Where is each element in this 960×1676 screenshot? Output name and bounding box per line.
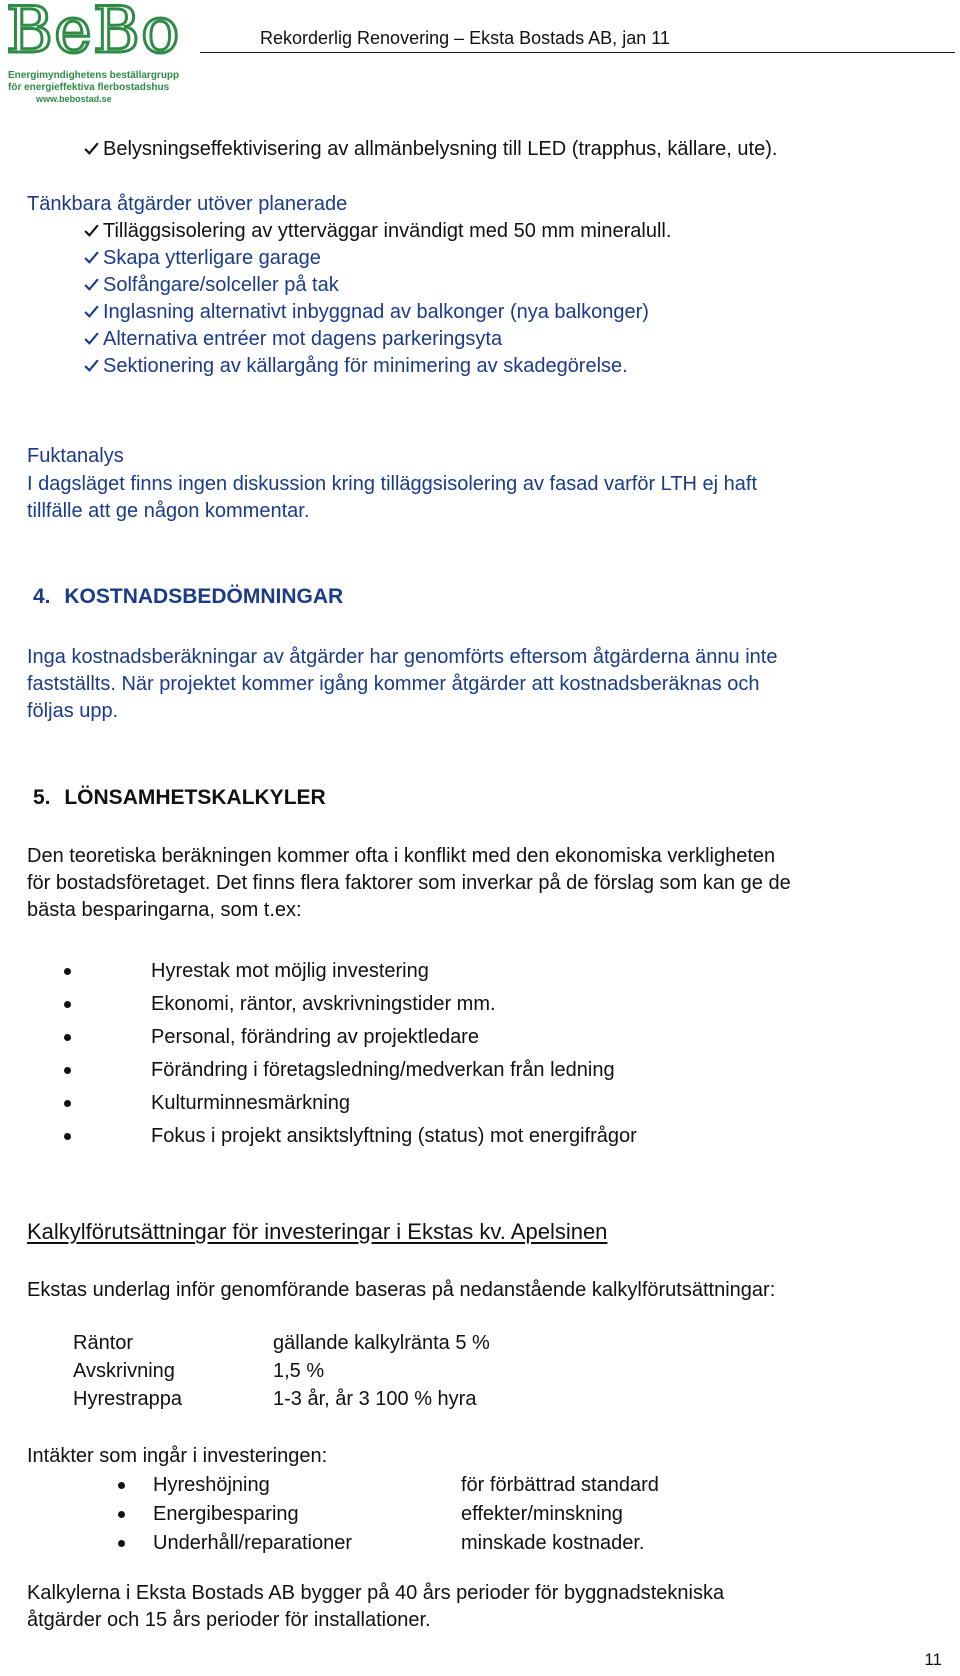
section-5-heading <box>33 786 326 810</box>
bullet-icon <box>64 1001 71 1008</box>
bullet-icon <box>64 968 71 975</box>
paragraph-line: tillfälle att ge någon kommentar. <box>27 500 310 522</box>
param-row: Hyrestrappa 1-3 år, år 3 100 % hyra <box>73 1388 477 1410</box>
section-4-body <box>27 644 777 725</box>
paragraph-line: för bostadsföretaget. Det finns flera faktorer som inverkar på de förslag som kan ge de <box>27 872 791 894</box>
paragraph-line: fastställts. När projektet kommer igång kommer åtgärder att kostnadsberäknas och <box>27 673 760 695</box>
header-title: Rekorderlig Renovering – Eksta Bostads AB, jan 11 <box>260 28 670 48</box>
kalkyl-intro: Ekstas underlag inför genomförande baseras på nedanstående kalkylförutsättningar: <box>27 1279 776 1301</box>
paragraph-line: Den teoretiska beräkningen kommer ofta i konflikt med den ekonomiska verkligheten <box>27 845 776 867</box>
checkmark-icon <box>83 303 100 320</box>
param-row: Avskrivning 1,5 % <box>73 1360 325 1382</box>
section-title: LÖNSAMHETSKALKYLER <box>64 786 326 809</box>
paragraph-line: Inga kostnadsberäkningar av åtgärder har genomförts eftersom åtgärderna ännu inte <box>27 646 778 668</box>
list-item: Fokus i projekt ansiktslyftning (status) mot energifrågor <box>64 1120 637 1153</box>
income-heading: Intäkter som ingår i investeringen: <box>27 1445 328 1467</box>
bullet-icon <box>64 1067 71 1074</box>
income-list <box>118 1471 659 1558</box>
paragraph-line: I dagsläget finns ingen diskussion kring tilläggsisolering av fasad varför LTH ej haft <box>27 473 758 495</box>
bullet-icon <box>118 1540 125 1547</box>
checkmark-icon <box>83 357 100 374</box>
kalkyl-params <box>73 1330 490 1414</box>
param-row: Räntor gällande kalkylränta 5 % <box>73 1332 490 1354</box>
paragraph-line: följas upp. <box>27 700 119 722</box>
kalkyl-heading: Kalkylförutsättningar för investeringar i Ekstas kv. Apelsinen <box>27 1219 608 1244</box>
bullet-icon <box>64 1100 71 1107</box>
logo-tagline-1: Energimyndighetens beställargrupp <box>8 70 180 81</box>
list-item: Skapa ytterligare garage <box>83 245 671 272</box>
checkmark-icon <box>83 140 100 157</box>
section-number: 5. <box>33 786 51 809</box>
checkmark-icon <box>83 330 100 347</box>
bullet-icon <box>118 1511 125 1518</box>
page-number: 11 <box>924 1650 942 1669</box>
list-item: Hyreshöjning för förbättrad standard <box>118 1471 659 1500</box>
section-5-body <box>27 843 791 924</box>
logo-word: BeBo <box>6 0 181 68</box>
logo-url: www.bebostad.se <box>36 94 112 104</box>
list-item: Kulturminnesmärkning <box>64 1087 637 1120</box>
list-item: Förändring i företagsledning/medverkan från ledning <box>64 1054 637 1087</box>
list-item: Sektionering av källargång för minimering av skadegörelse. <box>83 353 671 380</box>
bullet-icon <box>64 1034 71 1041</box>
planned-item: Belysningseffektivisering av allmänbelysning till LED (trapphus, källare, ute). <box>83 136 777 163</box>
list-item: Solfångare/solceller på tak <box>83 272 671 299</box>
possible-heading: Tänkbara åtgärder utöver planerade <box>27 193 348 215</box>
logo-tagline-2: för energieffektiva flerbostadshus <box>8 82 170 93</box>
list-item: Energibesparing effekter/minskning <box>118 1500 659 1529</box>
bebo-logo <box>6 0 196 106</box>
paragraph-line: åtgärder och 15 års perioder för installationer. <box>27 1609 431 1631</box>
section-number: 4. <box>33 585 51 608</box>
list-item: Personal, förändring av projektledare <box>64 1021 637 1054</box>
paragraph-line: Kalkylerna i Eksta Bostads AB bygger på 40 års perioder för byggnadstekniska <box>27 1582 725 1604</box>
list-item: Inglasning alternativt inbyggnad av balkonger (nya balkonger) <box>83 299 671 326</box>
list-item: Hyrestak mot möjlig investering <box>64 955 637 988</box>
section-4-heading <box>33 585 343 609</box>
checkmark-icon <box>83 276 100 293</box>
section-5-bullets <box>64 955 637 1153</box>
fuktanalys-body <box>27 471 757 525</box>
list-item: Ekonomi, räntor, avskrivningstider mm. <box>64 988 637 1021</box>
kalkyl-closing <box>27 1580 724 1634</box>
list-item: Tilläggsisolering av ytterväggar invändigt med 50 mm mineralull. <box>83 218 671 245</box>
checkmark-icon <box>83 222 100 239</box>
bullet-icon <box>118 1482 125 1489</box>
fuktanalys-heading: Fuktanalys <box>27 445 124 467</box>
header <box>0 0 960 110</box>
list-item: Alternativa entréer mot dagens parkeringsyta <box>83 326 671 353</box>
header-rule <box>200 52 955 53</box>
list-item: Underhåll/reparationer minskade kostnader. <box>118 1529 659 1558</box>
bullet-icon <box>64 1133 71 1140</box>
possible-list <box>83 218 671 380</box>
checkmark-icon <box>83 249 100 266</box>
paragraph-line: bästa besparingarna, som t.ex: <box>27 899 302 921</box>
section-title: KOSTNADSBEDÖMNINGAR <box>64 585 344 608</box>
